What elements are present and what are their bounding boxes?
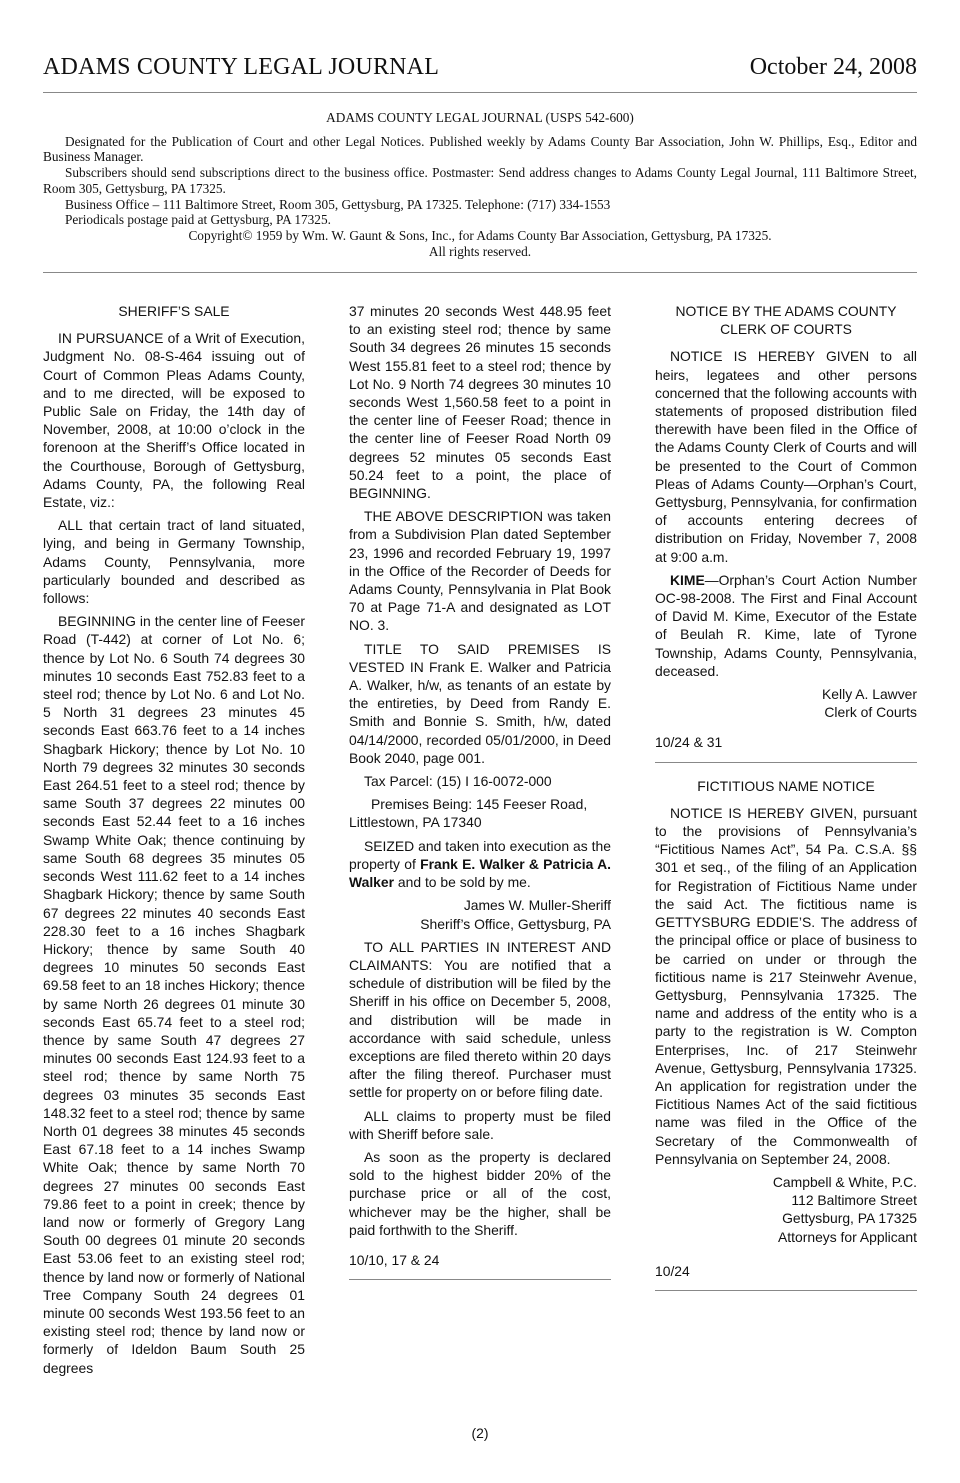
masthead-subscriptions: Subscribers should send subscriptions direct to the business office. Postmaster: Send address changes to Adams County Legal Journal, 111 Baltimore Street, Room 305, Gettysburg, PA 17325. — [43, 165, 917, 196]
sheriff-signature-office: Sheriff’s Office, Gettysburg, PA — [420, 915, 611, 932]
clerk-notice-paragraph: NOTICE IS HEREBY GIVEN to all heirs, legatees and other persons concerned that the following accounts with statements of proposed distribution filed therewith have been filed in the Office of the Adams County Clerk of Courts and will be presented to the Court of Common Pleas of Adams County—Orphan’s Court, Gettysburg, Pennsylvania, for confirmation of accounts entering decrees of distribution on Friday, November 7, 2008 at 9:00 a.m. — [655, 348, 917, 565]
publication-dates: 10/10, 17 & 24 — [349, 1251, 440, 1268]
sheriff-sale-paragraph: ALL claims to property must be filed with Sheriff before sale. — [349, 1107, 611, 1142]
attorney-signature-firm: Campbell & White, P.C. — [772, 1173, 917, 1190]
premises-address: Premises Being: 145 Feeser Road, Littlestown, PA 17340 — [349, 796, 588, 831]
notice-divider — [655, 762, 917, 763]
sheriff-sale-paragraph: IN PURSUANCE of a Writ of Execution, Judgment No. 08-S-464 issuing out of Court of Common Pleas Adams County, and to me directed, will be exposed to Public Sale on Friday, the 14th day of November, 2008, at 10:00 o’clock in the forenoon at the Sheriff’s Office located in the Courthouse, Borough of Gettysburg, Adams County, PA, the following Real Estate, viz.: — [43, 330, 305, 511]
masthead-publication-id: ADAMS COUNTY LEGAL JOURNAL (USPS 542-600) — [326, 110, 634, 125]
sheriff-sale-paragraph: TITLE TO SAID PREMISES IS VESTED IN Frank E. Walker and Patricia A. Walker, h/w, as tenants of an estate by the entireties, by Deed from Randy E. Smith and Bonnie S. Smith, h/w, dated 04/14/2000, recorded 05/01/2000, in Deed Book 2040, page 001. — [349, 640, 611, 766]
sheriff-sale-paragraph: TO ALL PARTIES IN INTEREST AND CLAIMANTS: You are notified that a schedule of distribution will be filed by the Sheriff in his office on December 5, 2008, and distribution will be made in accordance with said schedule, unless exceptions are filed thereto within 20 days after the filing thereof. Purchaser must settle for property on or before filing date. — [349, 938, 611, 1101]
attorney-signature-city: Gettysburg, PA 17325 — [782, 1210, 917, 1227]
clerk-notice-account — [655, 571, 917, 680]
seized-text-end: and to be sold by me. — [394, 874, 531, 891]
publication-dates: 10/24 — [655, 1262, 690, 1279]
column-right — [655, 302, 917, 1305]
notice-divider — [349, 1279, 611, 1280]
notice-divider — [655, 1290, 917, 1291]
account-text: —Orphan’s Court Action Number OC-98-2008. The First and Final Account of David M. Kime, Executor of the Estate of Beulah R. Kime, late of Tyrone Township, Adams County, Pennsylvania, deceased. — [655, 571, 917, 679]
masthead-postage: Periodicals postage paid at Gettysburg, PA 17325. — [65, 212, 331, 228]
column-left — [43, 302, 305, 1382]
masthead-divider — [43, 272, 917, 273]
sheriff-signature-name: James W. Muller-Sheriff — [463, 897, 611, 914]
attorney-signature-role: Attorneys for Applicant — [778, 1228, 917, 1245]
seized-text: SEIZED and taken into execution as the property of — [349, 837, 611, 872]
sheriff-sale-paragraph: ALL that certain tract of land situated, lying, and being in Germany Township, Adams County, Pennsylvania, more particularly bounded and described as follows: — [43, 517, 305, 607]
page-number: (2) — [471, 1425, 489, 1441]
defendant-names: Frank E. Walker & Patricia A. Walker — [349, 855, 611, 891]
masthead-business-office: Business Office – 111 Baltimore Street, Room 305, Gettysburg, PA 17325. Telephone: (717) 334-1553 — [65, 196, 611, 212]
sheriff-sale-seized — [349, 837, 611, 892]
tax-parcel: Tax Parcel: (15) I 16-0072-000 — [364, 773, 552, 790]
account-name: KIME — [670, 571, 705, 588]
masthead-rights: All rights reserved. — [428, 243, 532, 259]
sheriff-sale-legal-description: BEGINNING in the center line of Feeser Road (T-442) at corner of Lot No. 6; thence by Lot No. 6 South 74 degrees 30 minutes 10 seconds East 752.83 feet to a steel rod; thence by Lot No. 6 and Lot No. 5 North 31 degrees 23 minutes 45 seconds East 663.76 feet to a 14 inches Shagbark Hickory; thence by Lot No. 10 North 79 degrees 32 minutes 30 seconds East 264.51 feet to a steel rod; thence by same South 37 degrees 22 minutes 00 seconds East 52.44 feet to a 16 inches Swamp White Oak; thence continuing by same South 68 degrees 35 minutes 05 seconds West 111.62 feet to a 14 inches Shagbark Hickory; thence by same South 67 degrees 22 minutes 40 seconds East 228.30 feet to a 16 inches Shagbark Hickory; thence by same South 40 degrees 10 minutes 50 seconds East 69.58 feet to an 18 inches Hickory; thence by same North 26 degrees 01 minute 30 seconds East 65.74 feet to a steel rod; thence by same South 47 degrees 27 minutes 00 seconds East 124.93 feet to a steel rod; thence by same North 75 degrees 03 minutes 35 seconds East 148.32 feet to a steel rod; thence by same North 01 degrees 38 minutes 45 seconds East 67.18 feet to a 14 inches Swamp White Oak; thence by same North 70 degrees 27 minutes 00 seconds East 79.86 feet to a point in creek; thence by land now or formerly of Gregory Lang South 00 degrees 01 minute 20 seconds East 53.06 feet to an existing steel rod; thence by land now or formerly of National Tree Company South 24 degrees 01 minute 00 seconds West 193.56 feet to an existing steel rod; thence by land now or formerly of Ideldon Baum South 25 degrees — [43, 613, 305, 1376]
fictitious-notice-paragraph: NOTICE IS HEREBY GIVEN, pursuant to the provisions of Pennsylvania’s “Fictitious Names Act”, 54 Pa. C.S.A. §§ 301 et seq., of the filing of an Application for Registration of Fictitious Name under the said Act. The fictitious name is GETTYSBURG EDDIE’S. The address of the principal office or place of business to be carried on under or through the fictitious name is 217 Steinwehr Avenue, Gettysburg, Pennsylvania 17325. The name and address of the entity who is a party to the registration is W. Compton Enterprises, Inc. of 217 Steinwehr Avenue, Gettysburg, Pennsylvania 17325. An application for registration under the Fictitious Names Act of the said fictitious name was filed in the Office of the Secretary of the Commonwealth of Pennsylvania on September 24, 2008. — [655, 804, 917, 1167]
attorney-signature-street: 112 Baltimore Street — [791, 1192, 917, 1209]
sheriff-sale-heading: SHERIFF’S SALE — [118, 303, 230, 319]
clerk-signature-name: Kelly A. Lawver — [822, 686, 917, 703]
issue-date: October 24, 2008 — [749, 54, 917, 80]
sheriff-sale-paragraph: As soon as the property is declared sold to the highest bidder 20% of the purchase price or all of the cost, whichever may be the higher, shall be paid forthwith to the Sheriff. — [349, 1148, 611, 1238]
masthead — [43, 110, 917, 259]
fictitious-notice-heading: FICTITIOUS NAME NOTICE — [697, 777, 875, 794]
clerk-notice-heading-line2: CLERK OF COURTS — [720, 321, 852, 338]
clerk-notice-heading — [655, 302, 917, 338]
masthead-designation: Designated for the Publication of Court and other Legal Notices. Published weekly by Adams County Bar Association, John W. Phillips, Esq., Editor and Business Manager. — [43, 133, 917, 165]
clerk-notice-heading-line1: NOTICE BY THE ADAMS COUNTY — [675, 303, 897, 319]
clerk-signature-title: Clerk of Courts — [824, 704, 917, 721]
sheriff-sale-legal-description-cont: 37 minutes 20 seconds West 448.95 feet to an existing steel rod; thence by same South 34 degrees 26 minutes 15 seconds West 155.81 feet to a steel rod; thence by Lot No. 9 North 74 degrees 30 minutes 10 seconds West 1,560.58 feet to a point in the center line of Feeser Road; thence in the center line of Feeser Road North 09 degrees 52 minutes 05 seconds East 50.24 feet to a point, the place of BEGINNING. — [349, 303, 611, 502]
journal-title: ADAMS COUNTY LEGAL JOURNAL — [43, 54, 440, 80]
journal-header — [43, 54, 917, 93]
publication-dates: 10/24 & 31 — [655, 734, 723, 751]
masthead-copyright: Copyright© 1959 by Wm. W. Gaunt & Sons, Inc., for Adams County Bar Association, Gettysburg, PA 17325. — [188, 227, 772, 243]
sheriff-sale-paragraph: THE ABOVE DESCRIPTION was taken from a Subdivision Plan dated September 23, 1996 and recorded February 19, 1997 in the Office of the Recorder of Deeds for Adams County, Pennsylvania in Plat Book 70 at Page 71-A and designated as LOT NO. 3. — [349, 508, 611, 634]
column-middle — [349, 302, 611, 1294]
